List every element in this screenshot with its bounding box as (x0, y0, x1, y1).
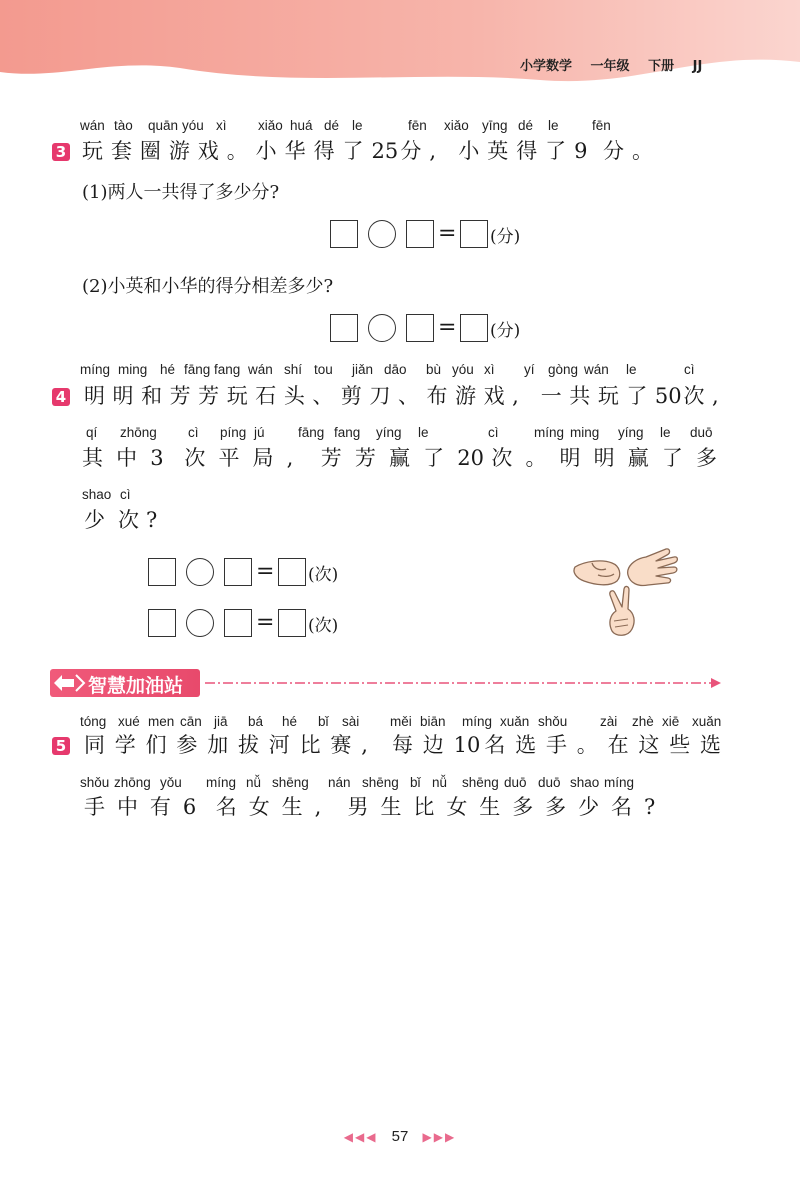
question-4-badge: 4 (52, 388, 70, 406)
pinyin-syllable: le (660, 425, 671, 440)
pinyin-syllable: le (626, 362, 637, 377)
pinyin-syllable: tóng (80, 714, 107, 729)
hanzi-character: 英 (487, 139, 509, 163)
pinyin-syllable: xiē (662, 714, 680, 729)
pinyin-syllable: wán (584, 362, 609, 377)
hanzi-character: 同 (84, 733, 105, 757)
equals-sign: = (256, 610, 275, 635)
pinyin-syllable: fāng (298, 425, 325, 440)
hanzi-character: , (361, 733, 368, 757)
hanzi-character: 少 (84, 508, 105, 532)
pinyin-syllable: dé (518, 118, 534, 133)
hanzi-character: 少 (578, 795, 600, 819)
hanzi-character: 3 (150, 446, 164, 470)
pinyin-syllable: duō (504, 775, 527, 790)
pinyin-syllable: míng (534, 425, 565, 440)
hanzi-character: 些 (669, 733, 691, 757)
hanzi-character: 芳 (198, 384, 220, 408)
hanzi-character: 有 (149, 795, 171, 819)
hanzi-character: 了 (342, 139, 364, 163)
pinyin-syllable: shēng (272, 775, 309, 790)
hanzi-character: 玩 (597, 384, 619, 408)
pinyin-syllable: men (148, 714, 175, 729)
pinyin-syllable: hé (160, 362, 176, 377)
fuel-icon (50, 669, 86, 697)
hanzi-character: 了 (661, 446, 683, 470)
pinyin-syllable: tào (114, 118, 133, 133)
answer-box[interactable] (460, 220, 488, 248)
pinyin-syllable: xuǎn (692, 714, 722, 729)
hanzi-character: 比 (299, 733, 321, 757)
hanzi-character: 了 (626, 384, 648, 408)
hanzi-character: 芳 (320, 446, 342, 470)
pinyin-syllable: shǒu (80, 775, 110, 790)
hanzi-character: 套 (110, 139, 132, 163)
hanzi-character: 名 (484, 733, 506, 757)
hanzi-character: 手 (546, 733, 567, 757)
pinyin-syllable: zhè (632, 714, 654, 729)
unit-label: (次) (308, 616, 339, 636)
pinyin-syllable: míng (604, 775, 635, 790)
pinyin-syllable: míng (462, 714, 493, 729)
hanzi-character: 。 (525, 446, 547, 470)
answer-box[interactable] (330, 314, 358, 342)
pinyin-syllable: yíng (618, 425, 644, 440)
hanzi-character: 多 (545, 795, 567, 819)
pinyin-syllable: zhōng (114, 775, 151, 790)
pinyin-syllable: duō (690, 425, 713, 440)
hanzi-character: ? (146, 508, 158, 532)
pinyin-syllable: shao (82, 487, 112, 502)
answer-box[interactable] (406, 220, 434, 248)
hanzi-character: 华 (284, 139, 306, 163)
pinyin-syllable: xué (118, 714, 140, 729)
hanzi-character: 比 (413, 795, 435, 819)
hanzi-character: 、 (398, 384, 419, 408)
pinyin-syllable: ming (118, 362, 148, 377)
hanzi-character: 剪 (340, 384, 362, 408)
question-3-part-2: (2)小英和小华的得分相差多少? (82, 276, 334, 297)
pinyin-syllable: dāo (384, 362, 407, 377)
operator-circle[interactable] (186, 609, 214, 637)
volume-label: 下册 (648, 59, 675, 74)
hanzi-character: 、 (312, 384, 334, 408)
pinyin-syllable: fāng (184, 362, 211, 377)
subject-label: 小学数学 (520, 59, 573, 74)
operator-circle[interactable] (368, 314, 396, 342)
hanzi-character: 生 (479, 795, 501, 819)
pinyin-syllable: quān (148, 118, 179, 133)
hanzi-character: 头 (283, 384, 305, 408)
hanzi-character: 边 (422, 733, 444, 757)
pinyin-syllable: míng (80, 362, 111, 377)
banner-dashed-arrow (205, 675, 725, 691)
pinyin-syllable: le (418, 425, 429, 440)
hanzi-character: 生 (380, 795, 402, 819)
equals-sign: = (256, 559, 275, 584)
hanzi-character: 10 (453, 733, 481, 757)
pinyin-syllable: yí (524, 362, 535, 377)
answer-box[interactable] (406, 314, 434, 342)
answer-box[interactable] (224, 609, 252, 637)
hanzi-character: 6 (182, 795, 197, 819)
page-footer (0, 1128, 800, 1145)
pinyin-syllable: xiǎo (258, 118, 283, 133)
pinyin-syllable: tou (314, 362, 333, 377)
hanzi-character: , (712, 384, 719, 408)
pinyin-syllable: xì (484, 362, 495, 377)
equals-sign: = (438, 315, 457, 340)
hanzi-character: 参 (176, 733, 198, 757)
scissors-hand-icon (610, 586, 634, 635)
pinyin-syllable: shēng (462, 775, 499, 790)
pinyin-syllable: wán (248, 362, 273, 377)
pinyin-syllable: nǚ (432, 775, 448, 790)
hanzi-character: 明 (84, 384, 105, 408)
hanzi-character: 河 (268, 733, 290, 757)
answer-box[interactable] (278, 609, 306, 637)
hanzi-character: 女 (248, 795, 270, 819)
hanzi-character: 学 (114, 733, 136, 757)
hanzi-character: 游 (168, 139, 190, 163)
hanzi-character: 芳 (169, 384, 191, 408)
answer-box[interactable] (224, 558, 252, 586)
hanzi-character: , (286, 446, 294, 470)
paper-hand-icon (628, 549, 678, 586)
pinyin-syllable: hé (282, 714, 298, 729)
hanzi-character: 小 (458, 139, 480, 163)
pinyin-syllable: shǒu (538, 714, 568, 729)
hanzi-character: 名 (611, 795, 633, 819)
hanzi-character: 次 (118, 508, 139, 532)
hanzi-character: 选 (700, 733, 721, 757)
pinyin-syllable: jiā (214, 714, 228, 729)
pinyin-syllable: shēng (362, 775, 399, 790)
hanzi-character: 25 (371, 139, 399, 163)
pinyin-syllable: cì (120, 487, 131, 502)
hanzi-character: 得 (313, 139, 335, 163)
answer-box[interactable] (278, 558, 306, 586)
pinyin-syllable: shao (570, 775, 600, 790)
hanzi-character: 女 (446, 795, 468, 819)
unit-label: (分) (490, 227, 521, 247)
answer-box[interactable] (460, 314, 488, 342)
pinyin-syllable: jú (254, 425, 265, 440)
hanzi-character: 每 (392, 733, 413, 757)
rock-hand-icon (574, 561, 620, 585)
hanzi-character: 平 (218, 446, 240, 470)
hanzi-character: 赢 (389, 446, 410, 470)
hanzi-character: 20 (457, 446, 484, 470)
pinyin-syllable: bǐ (410, 775, 421, 790)
next-page-arrows: ▶▶▶ (422, 1130, 457, 1144)
pinyin-syllable: zhōng (120, 425, 157, 440)
pinyin-syllable: měi (390, 714, 412, 729)
hanzi-character: , (512, 384, 519, 408)
page-number: 57 (391, 1128, 409, 1145)
hanzi-character: 共 (569, 384, 591, 408)
pinyin-syllable: fang (214, 362, 241, 377)
question-3-badge: 3 (52, 143, 70, 161)
pinyin-syllable: zài (600, 714, 618, 729)
hanzi-character: 。 (226, 139, 248, 163)
hanzi-character: 们 (145, 733, 167, 757)
hanzi-character: 加 (207, 733, 229, 757)
pinyin-syllable: dé (324, 118, 340, 133)
hanzi-character: 戏 (483, 384, 505, 408)
hanzi-character: 多 (512, 795, 534, 819)
pinyin-syllable: bǐ (318, 714, 329, 729)
answer-box[interactable] (148, 558, 176, 586)
hanzi-character: 石 (255, 384, 277, 408)
pinyin-syllable: bù (426, 362, 442, 377)
hanzi-character: 得 (516, 139, 538, 163)
hanzi-character: 圈 (139, 139, 161, 163)
hanzi-character: 男 (347, 795, 369, 819)
hanzi-character: 名 (215, 795, 237, 819)
grade-label: 一年级 (590, 59, 630, 74)
pinyin-syllable: shí (284, 362, 303, 377)
hanzi-character: 50 (654, 384, 682, 408)
hanzi-character: , (429, 139, 437, 163)
hanzi-character: 。 (632, 139, 653, 163)
hanzi-character: 局 (252, 446, 274, 470)
edition-label: JJ (692, 59, 703, 74)
pinyin-syllable: huá (290, 118, 313, 133)
pinyin-syllable: nán (328, 775, 351, 790)
pinyin-syllable: cì (488, 425, 499, 440)
answer-box[interactable] (330, 220, 358, 248)
hanzi-character: 了 (423, 446, 445, 470)
pinyin-syllable: wán (80, 118, 105, 133)
hanzi-character: 选 (515, 733, 537, 757)
hanzi-character: 小 (255, 139, 277, 163)
pinyin-syllable: bá (248, 714, 264, 729)
hanzi-character: 明 (593, 446, 615, 470)
hanzi-character: 在 (607, 733, 629, 757)
hanzi-character: 分 (603, 139, 625, 163)
rock-paper-scissors-illustration (570, 545, 680, 650)
pinyin-syllable: le (352, 118, 363, 133)
pinyin-syllable: cì (684, 362, 695, 377)
operator-circle[interactable] (186, 558, 214, 586)
pinyin-syllable: gòng (548, 362, 579, 377)
pinyin-syllable: fang (334, 425, 361, 440)
hanzi-character: 生 (281, 795, 303, 819)
hanzi-character: 其 (82, 446, 103, 470)
hanzi-character: ? (644, 795, 656, 819)
pinyin-syllable: jiǎn (352, 362, 374, 377)
pinyin-syllable: yóu (182, 118, 204, 133)
hanzi-character: 手 (84, 795, 105, 819)
hanzi-character: 和 (141, 384, 163, 408)
hanzi-character: 赢 (627, 446, 649, 470)
hanzi-character: 游 (455, 384, 477, 408)
hanzi-character: 玩 (82, 139, 103, 163)
hanzi-character: 这 (638, 733, 660, 757)
hanzi-character: 9 (574, 139, 588, 163)
pinyin-syllable: le (548, 118, 559, 133)
header-band (0, 0, 800, 100)
pinyin-syllable: cān (180, 714, 202, 729)
hanzi-character: 明 (559, 446, 581, 470)
question-5-badge: 5 (52, 737, 70, 755)
hanzi-character: 次 (184, 446, 206, 470)
question-3-part-1: (1)两人一共得了多少分? (82, 182, 280, 203)
pinyin-syllable: xuǎn (500, 714, 530, 729)
hanzi-character: 芳 (354, 446, 376, 470)
pinyin-syllable: xiǎo (444, 118, 469, 133)
pinyin-syllable: sài (342, 714, 360, 729)
book-info (520, 55, 716, 74)
pinyin-syllable: xì (216, 118, 227, 133)
pinyin-syllable: biān (420, 714, 446, 729)
pinyin-syllable: yīng (482, 118, 508, 133)
unit-label: (次) (308, 565, 339, 585)
pinyin-syllable: fēn (408, 118, 427, 133)
hanzi-character: 了 (545, 139, 567, 163)
equals-sign: = (438, 221, 457, 246)
hanzi-character: 玩 (226, 384, 248, 408)
hanzi-character: 中 (116, 446, 138, 470)
hanzi-character: 戏 (197, 139, 219, 163)
pinyin-syllable: fēn (592, 118, 611, 133)
pinyin-syllable: ming (570, 425, 600, 440)
hanzi-character: 。 (576, 733, 598, 757)
pinyin-syllable: nǚ (246, 775, 262, 790)
pinyin-syllable: yóu (452, 362, 474, 377)
hanzi-character: 明 (112, 384, 134, 408)
hanzi-character: 拔 (238, 733, 259, 757)
pinyin-syllable: yǒu (160, 775, 182, 790)
pinyin-syllable: qí (86, 425, 98, 440)
hanzi-character: 中 (116, 795, 138, 819)
prev-page-arrows: ◀◀◀ (343, 1130, 378, 1144)
hanzi-character: 布 (426, 384, 448, 408)
operator-circle[interactable] (368, 220, 396, 248)
answer-box[interactable] (148, 609, 176, 637)
hanzi-character: 一 (540, 384, 562, 408)
pinyin-syllable: míng (206, 775, 237, 790)
pinyin-syllable: yíng (376, 425, 402, 440)
hanzi-character: 赛 (330, 733, 352, 757)
hanzi-character: 多 (696, 446, 717, 470)
hanzi-character: 次 (491, 446, 513, 470)
hanzi-character: 次 (683, 384, 705, 408)
pinyin-syllable: píng (220, 425, 247, 440)
hanzi-character: 分 (400, 139, 422, 163)
pinyin-syllable: cì (188, 425, 199, 440)
hanzi-character: 刀 (369, 384, 391, 408)
unit-label: (分) (490, 321, 521, 341)
pinyin-syllable: duō (538, 775, 561, 790)
hanzi-character: , (314, 795, 322, 819)
section-banner-title: 智慧加油站 (88, 675, 184, 697)
